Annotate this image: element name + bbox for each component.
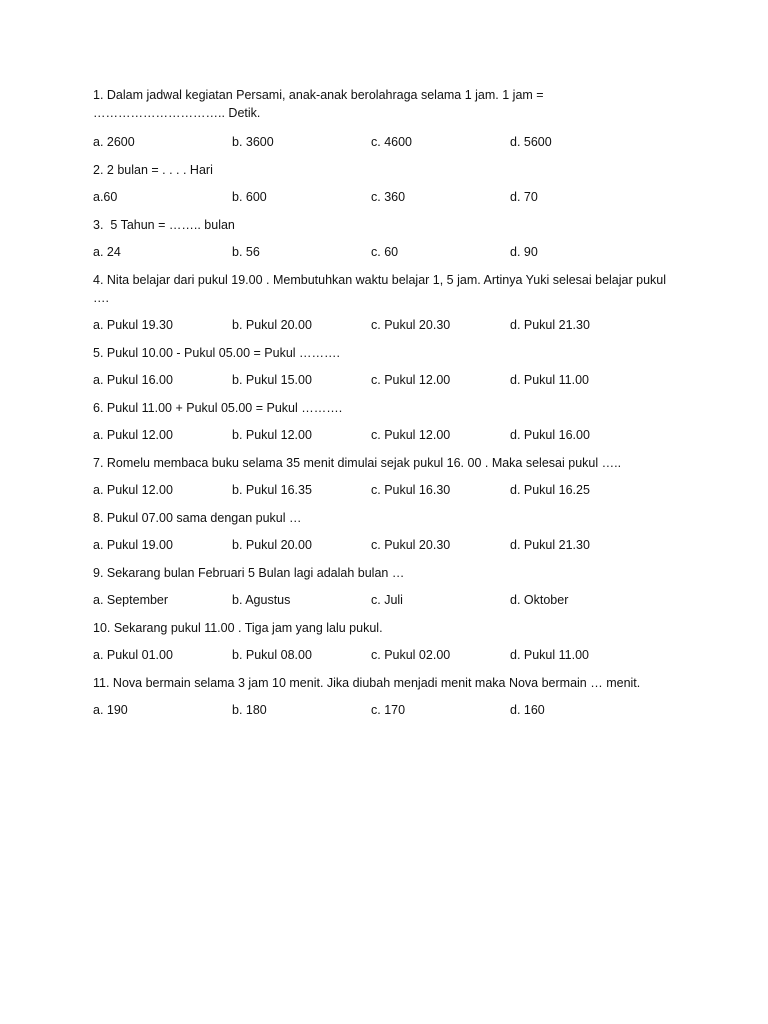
- option-c: c. Pukul 02.00: [371, 648, 451, 662]
- option-a: a. 2600: [93, 135, 135, 149]
- answer-options: [93, 646, 673, 664]
- option-b: b. 600: [232, 190, 267, 204]
- option-a: a. September: [93, 593, 169, 607]
- answer-options: [93, 536, 673, 554]
- option-c: c. 170: [371, 703, 406, 717]
- option-b: b. 56: [232, 245, 260, 259]
- option-b: b. Pukul 08.00: [232, 648, 312, 662]
- option-a: a.60: [93, 190, 118, 204]
- option-c: c. Pukul 20.30: [371, 538, 451, 552]
- option-b: b. Pukul 20.00: [232, 318, 312, 332]
- question-text: 3. 5 Tahun = …….. bulan: [93, 218, 235, 232]
- option-d: d. Pukul 16.00: [510, 428, 590, 442]
- option-c: c. Juli: [371, 593, 403, 607]
- option-a: a. Pukul 19.00: [93, 538, 173, 552]
- question-3: [93, 216, 673, 261]
- option-b: b. 180: [232, 703, 267, 717]
- option-b: b. Pukul 16.35: [232, 483, 312, 497]
- option-d: d. 160: [510, 703, 545, 717]
- option-c: c. 60: [371, 245, 399, 259]
- option-a: a. Pukul 12.00: [93, 428, 173, 442]
- question-text: 8. Pukul 07.00 sama dengan pukul …: [93, 511, 302, 525]
- option-b: b. Agustus: [232, 593, 291, 607]
- question-text: 5. Pukul 10.00 - Pukul 05.00 = Pukul ……….: [93, 346, 341, 360]
- question-4: [93, 271, 673, 334]
- option-d: d. 90: [510, 245, 538, 259]
- option-d: d. Pukul 21.30: [510, 538, 590, 552]
- option-c: c. 4600: [371, 135, 413, 149]
- option-d: d. Pukul 11.00: [510, 373, 589, 387]
- answer-options: [93, 591, 673, 609]
- question-2: [93, 161, 673, 206]
- option-a: a. 190: [93, 703, 128, 717]
- question-text: 6. Pukul 11.00 + Pukul 05.00 = Pukul ……….: [93, 401, 343, 415]
- answer-options: [93, 188, 673, 206]
- question-8: [93, 509, 673, 554]
- answer-options: [93, 481, 673, 499]
- question-text: 4. Nita belajar dari pukul 19.00 . Membutuhkan waktu belajar 1, 5 jam. Artinya Yuki selesai belajar pukul ….: [93, 273, 670, 305]
- question-1: [93, 86, 673, 151]
- option-a: a. Pukul 16.00: [93, 373, 173, 387]
- worksheet-page: [93, 86, 673, 729]
- option-b: b. Pukul 12.00: [232, 428, 312, 442]
- option-d: d. Pukul 11.00: [510, 648, 589, 662]
- option-d: d. 70: [510, 190, 538, 204]
- option-a: a. Pukul 12.00: [93, 483, 173, 497]
- question-text: 9. Sekarang bulan Februari 5 Bulan lagi adalah bulan …: [93, 566, 405, 580]
- answer-options: [93, 316, 673, 334]
- question-text: 1. Dalam jadwal kegiatan Persami, anak-anak berolahraga selama 1 jam. 1 jam = ………………………….. Detik.: [93, 88, 548, 120]
- option-a: a. Pukul 01.00: [93, 648, 173, 662]
- option-c: c. Pukul 12.00: [371, 373, 451, 387]
- option-d: d. Pukul 16.25: [510, 483, 590, 497]
- option-d: d. 5600: [510, 135, 552, 149]
- question-10: [93, 619, 673, 664]
- question-text: 2. 2 bulan = . . . . Hari: [93, 163, 213, 177]
- answer-options: [93, 371, 673, 389]
- option-c: c. Pukul 16.30: [371, 483, 451, 497]
- option-b: b. 3600: [232, 135, 274, 149]
- question-9: [93, 564, 673, 609]
- answer-options: [93, 243, 673, 261]
- option-c: c. Pukul 20.30: [371, 318, 451, 332]
- question-text: 7. Romelu membaca buku selama 35 menit dimulai sejak pukul 16. 00 . Maka selesai pukul …..: [93, 456, 622, 470]
- question-7: [93, 454, 673, 499]
- question-11: [93, 674, 673, 719]
- option-a: a. Pukul 19.30: [93, 318, 173, 332]
- option-b: b. Pukul 20.00: [232, 538, 312, 552]
- option-b: b. Pukul 15.00: [232, 373, 312, 387]
- option-d: d. Pukul 21.30: [510, 318, 590, 332]
- answer-options: [93, 701, 673, 719]
- answer-options: [93, 133, 673, 151]
- option-d: d. Oktober: [510, 593, 569, 607]
- option-c: c. 360: [371, 190, 406, 204]
- question-5: [93, 344, 673, 389]
- question-text: 11. Nova bermain selama 3 jam 10 menit. Jika diubah menjadi menit maka Nova bermain … menit.: [93, 676, 641, 690]
- option-a: a. 24: [93, 245, 121, 259]
- answer-options: [93, 426, 673, 444]
- option-c: c. Pukul 12.00: [371, 428, 451, 442]
- question-6: [93, 399, 673, 444]
- question-text: 10. Sekarang pukul 11.00 . Tiga jam yang lalu pukul.: [93, 621, 383, 635]
